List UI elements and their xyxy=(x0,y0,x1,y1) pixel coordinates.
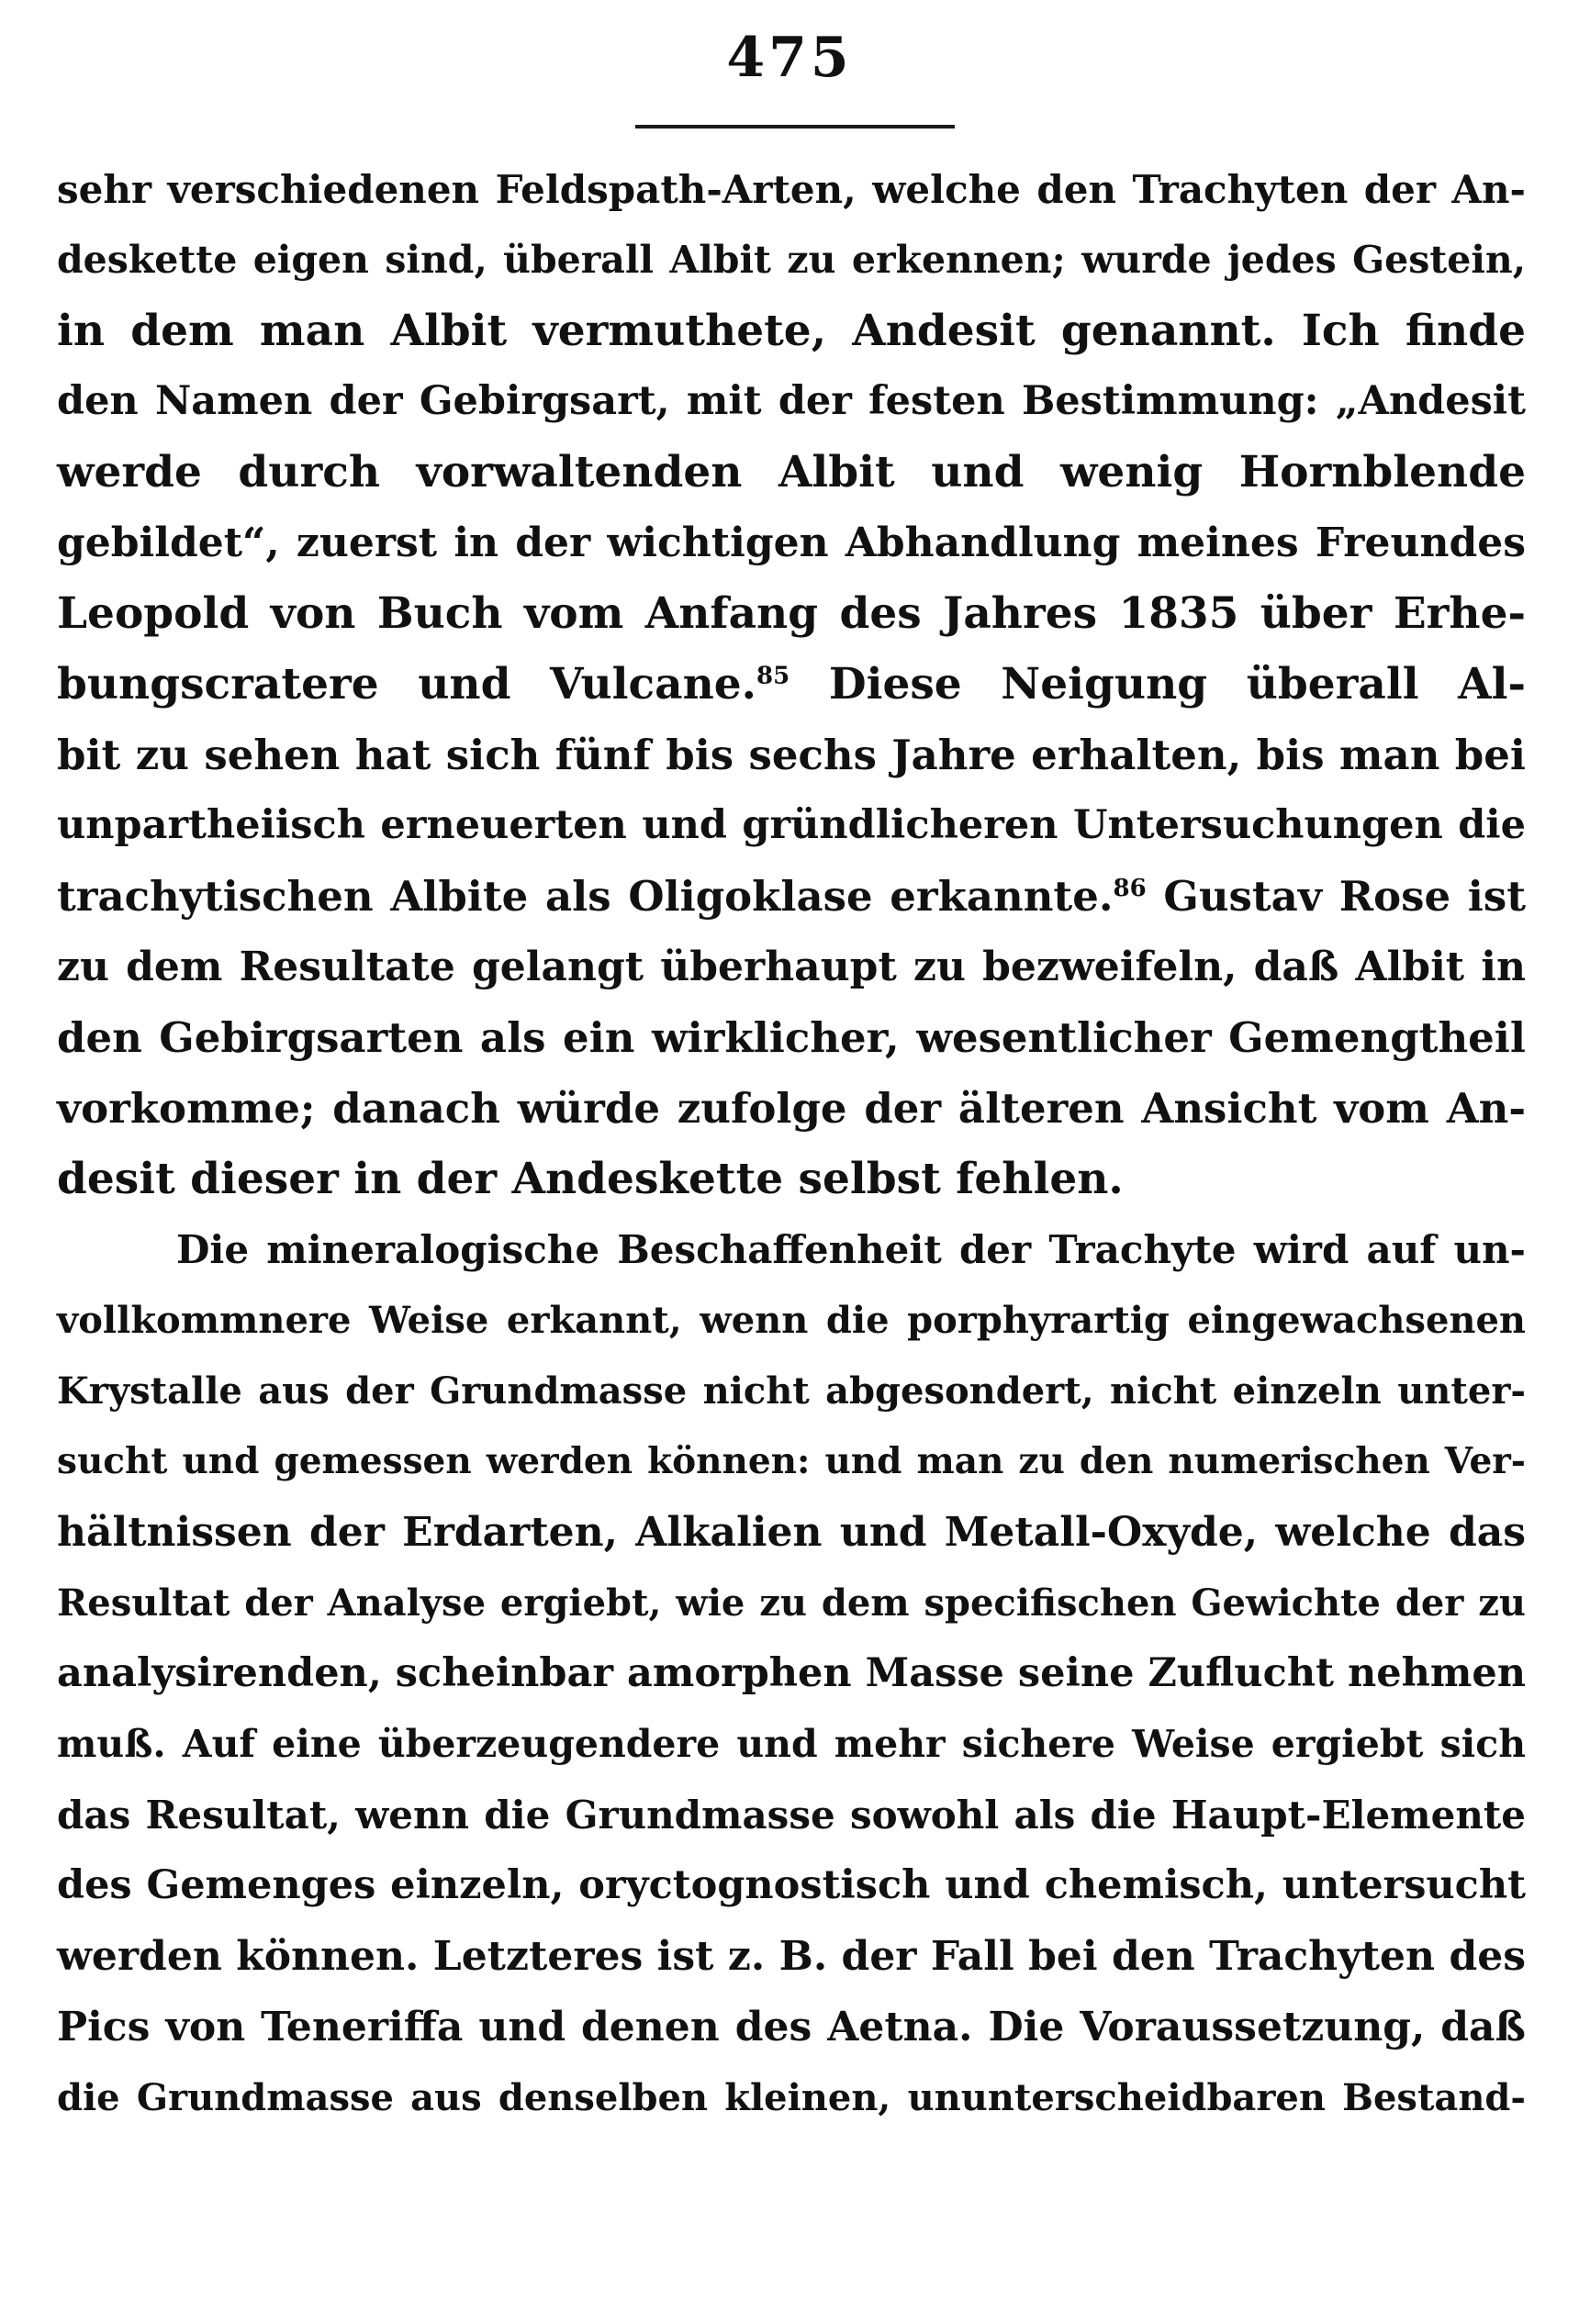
text-line-21: Resultat der Analyse ergiebt, wie zu dem specifischen Gewichte der zu xyxy=(57,1581,1526,1625)
text-line-14: vorkomme; danach würde zufolge der älteren Ansicht vom An- xyxy=(57,1084,1526,1133)
footnote-ref-85: 85 xyxy=(756,662,790,690)
text-line-3: in dem man Albit vermuthete, Andesit genannt. Ich finde xyxy=(57,306,1526,356)
footnote-ref-86: 86 xyxy=(1113,875,1147,902)
text-line-9: bit zu sehen hat sich fünf bis sechs Jahre erhalten, bis man bei xyxy=(57,731,1526,779)
text-line-17: vollkommnere Weise erkannt, wenn die porphyrartig eingewachsenen xyxy=(57,1299,1526,1342)
text-line-16: Die mineralogische Beschaffenheit der Trachyte wird auf un- xyxy=(176,1227,1526,1272)
text-line-24: das Resultat, wenn die Grundmasse sowohl als die Haupt-Elemente xyxy=(57,1793,1526,1838)
text-line-20: hältnissen der Erdarten, Alkalien und Metall-Oxyde, welche das xyxy=(57,1509,1526,1556)
text-line-11b: Gustav Rose ist xyxy=(1146,872,1526,921)
text-line-1: sehr verschiedenen Feldspath-Arten, welche den Trachyten der An- xyxy=(57,167,1526,212)
text-line-4: den Namen der Gebirgsart, mit der festen Bestimmung: „Andesit xyxy=(57,378,1526,424)
text-line-18: Krystalle aus der Grundmasse nicht abgesondert, nicht einzeln unter- xyxy=(57,1369,1526,1413)
text-line-27: Pics von Teneriffa und denen des Aetna. Die Voraussetzung, daß xyxy=(57,2004,1526,2050)
text-line-10: unpartheiisch erneuerten und gründlicheren Untersuchungen die xyxy=(57,802,1526,848)
text-line-6: gebildet“, zuerst in der wichtigen Abhandlung meines Freundes xyxy=(57,520,1526,566)
text-line-8 xyxy=(57,649,1526,720)
text-line-7: Leopold von Buch vom Anfang des Jahres 1835 über Erhe- xyxy=(57,588,1526,639)
header-rule xyxy=(635,125,955,128)
text-line-28: die Grundmasse aus denselben kleinen, ununterscheidbaren Bestand- xyxy=(57,2076,1526,2119)
text-line-2: deskette eigen sind, überall Albit zu erkennen; wurde jedes Gestein, xyxy=(57,238,1526,282)
text-line-5: werde durch vorwaltenden Albit und wenig Hornblende xyxy=(57,447,1526,497)
text-line-13: den Gebirgsarten als ein wirklicher, wesentlicher Gemengtheil xyxy=(57,1013,1526,1062)
text-line-8b: Diese Neigung überall Al- xyxy=(790,659,1526,709)
page-number: 475 xyxy=(726,26,853,90)
text-line-8a: bungscratere und Vulcane. xyxy=(57,659,757,709)
text-line-22: analysirenden, scheinbar amorphen Masse seine Zuflucht nehmen xyxy=(57,1650,1526,1696)
text-line-11a: trachytischen Albite als Oligoklase erkannte. xyxy=(57,872,1114,921)
text-line-25: des Gemenges einzeln, oryctognostisch und chemisch, untersucht xyxy=(57,1862,1526,1908)
text-line-15: desit dieser in der Andeskette selbst fehlen. xyxy=(57,1154,1124,1204)
text-line-11 xyxy=(57,861,1526,932)
body-text xyxy=(57,154,1526,2133)
text-line-19: sucht und gemessen werden können: und man zu den numerischen Ver- xyxy=(57,1440,1526,1482)
text-line-26: werden können. Letzteres ist z. B. der Fall bei den Trachyten des xyxy=(57,1933,1526,1980)
text-line-23: muß. Auf eine überzeugendere und mehr sichere Weise ergiebt sich xyxy=(57,1722,1526,1766)
text-line-12: zu dem Resultate gelangt überhaupt zu bezweifeln, daß Albit in xyxy=(57,944,1526,990)
